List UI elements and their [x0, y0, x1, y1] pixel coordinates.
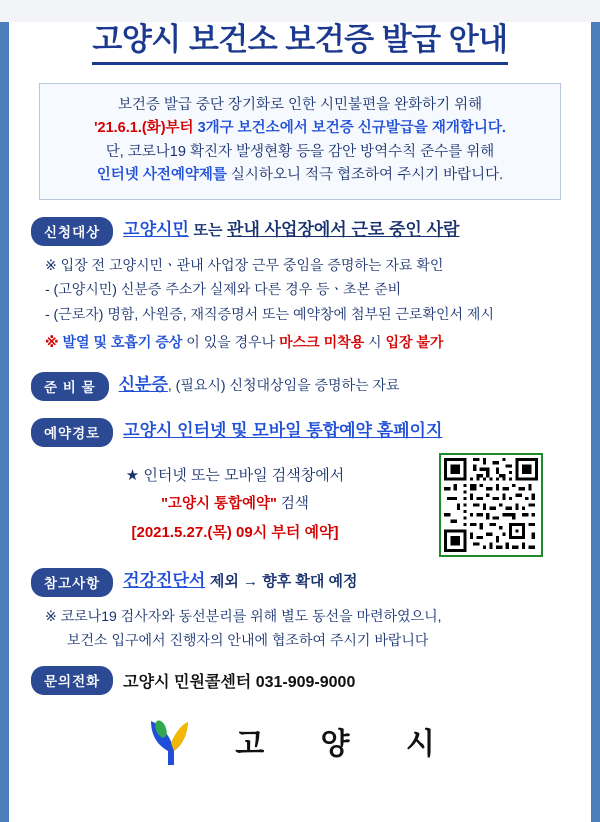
target-warning-a: 발열 및 호흡기 증상: [62, 334, 183, 351]
target-row: [31, 216, 569, 246]
items-rest: , (필요시) 신청대상임을 증명하는 자료: [167, 376, 400, 393]
target-warning-b: 마스크 미착용: [279, 334, 365, 351]
route-line-2-rest: 검색: [280, 495, 309, 512]
note-headline-a: 건강진단서: [123, 570, 206, 590]
items-text: [119, 371, 400, 396]
items-link: 신분증: [118, 374, 168, 394]
route-body: [31, 453, 569, 557]
route-open-date: [2021.5.27.(목) 09시 부터 예약]: [131, 524, 339, 542]
intro-line-2-rest: 3개구 보건소에서 보건증 신규발급을 재개합니다.: [197, 120, 506, 137]
note-notes: [45, 604, 569, 653]
section-route: [31, 417, 569, 557]
route-line-2: [31, 490, 439, 518]
note-line-2: 보건소 입구에서 진행자의 안내에 협조하여 주시기 바랍니다: [67, 632, 429, 649]
target-headline-a: 고양시민: [123, 219, 189, 239]
qr-code-graphic: [444, 458, 538, 552]
route-search-keyword: "고양시 통합예약": [161, 495, 277, 512]
pill-note: 참고사항: [31, 568, 113, 597]
target-warning-c: 입장 불가: [385, 334, 444, 351]
target-headline: [123, 216, 459, 241]
section-note: [31, 567, 569, 653]
items-row: [31, 371, 569, 401]
goyang-city-logo-icon: [141, 713, 199, 769]
target-headline-b: 관내 사업장에서 근로 중인 사람: [227, 219, 460, 239]
target-warning-mid: 이 있을 경우나: [186, 334, 276, 351]
poster: [0, 22, 600, 822]
route-line-1: ★ 인터넷 또는 모바일 검색창에서: [125, 466, 345, 484]
target-note-2: - (고양시민) 신분증 주소가 실제와 다른 경우 등ㆍ초본 준비: [45, 281, 402, 298]
phone-number: 고양시 민원콜센터 031-909-9000: [123, 673, 356, 691]
route-headline-wrap: [123, 417, 442, 442]
route-instructions: [31, 453, 439, 548]
intro-line-2-date: '21.6.1.(화)부터: [94, 120, 194, 137]
pill-phone: 문의전화: [31, 666, 113, 695]
intro-line-3: 단, 코로나19 확진자 발생현황 등을 감안 방역수칙 준수를 위해: [105, 143, 495, 160]
pill-route: 예약경로: [31, 418, 113, 447]
page-title-wrap: [23, 22, 577, 65]
target-note-1: ※ 입장 전 고양시민ㆍ관내 사업장 근무 중임을 증명하는 자료 확인: [45, 256, 444, 273]
note-headline-b: 제외 → 향후 확대 예정: [209, 572, 358, 590]
section-phone: [31, 665, 569, 695]
page-title: 고양시 보건소 보건증 발급 안내: [92, 22, 507, 65]
intro-line-4-rest: 실시하오니 적극 협조하여 주시기 바랍니다.: [230, 167, 504, 184]
section-items: [31, 371, 569, 401]
intro-box: [39, 83, 561, 200]
pill-target: 신청대상: [31, 217, 113, 246]
note-headline: [123, 567, 357, 592]
intro-line-4-keyword: 인터넷 사전예약제를: [96, 167, 227, 184]
qr-code-icon[interactable]: [439, 453, 543, 557]
target-notes: [45, 253, 569, 355]
intro-line-1: 보건증 발급 중단 장기화로 인한 시민불편을 완화하기 위해: [117, 96, 483, 113]
footer-city-name: 고 양 시: [235, 727, 459, 761]
target-note-3: - (근로자) 명함, 사원증, 재직증명서 또는 예약창에 첨부된 근로확인서 제시: [45, 305, 494, 322]
note-row: [31, 567, 569, 597]
route-headline[interactable]: 고양시 인터넷 및 모바일 통합예약 홈페이지: [123, 420, 443, 440]
intro-line-2: [50, 117, 550, 140]
target-warning-mid2: 시: [368, 334, 382, 351]
intro-line-4: [50, 164, 550, 187]
phone-row: [31, 665, 569, 695]
target-headline-mid: 또는: [193, 221, 223, 239]
section-target: [31, 216, 569, 355]
target-warning-mark: ※: [45, 334, 59, 351]
pill-items: 준 비 물: [31, 372, 109, 401]
target-warning: [45, 330, 569, 355]
route-row: [31, 417, 569, 447]
note-line-1: ※ 코로나19 검사자와 동선분리를 위해 별도 동선을 마련하였으니,: [45, 607, 442, 624]
footer: [23, 713, 577, 769]
